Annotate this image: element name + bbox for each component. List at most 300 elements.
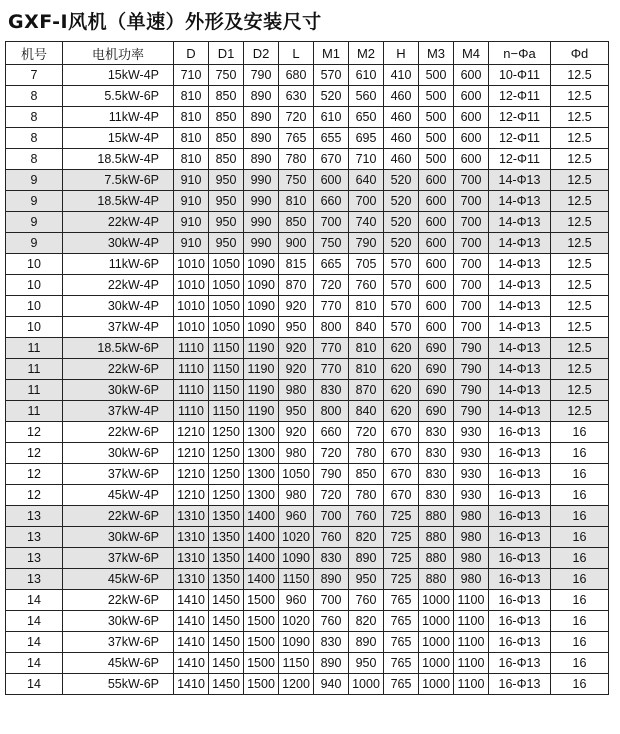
table-cell: 810 (349, 338, 384, 359)
table-cell: 765 (384, 674, 419, 695)
table-cell: 725 (384, 548, 419, 569)
table-cell: 570 (384, 254, 419, 275)
table-row (6, 275, 609, 296)
table-cell: 1150 (209, 338, 244, 359)
table-cell: 1150 (209, 401, 244, 422)
table-cell: 16-Φ13 (489, 485, 551, 506)
table-cell: 12.5 (551, 275, 609, 296)
table-cell: 14-Φ13 (489, 275, 551, 296)
col-header-d1: D1 (209, 42, 244, 65)
table-cell: 790 (454, 359, 489, 380)
table-cell: 12 (6, 485, 63, 506)
table-cell: 16 (551, 527, 609, 548)
table-cell: 830 (419, 443, 454, 464)
table-cell: 500 (419, 149, 454, 170)
table-cell: 850 (279, 212, 314, 233)
table-cell: 12.5 (551, 128, 609, 149)
table-cell: 16 (551, 569, 609, 590)
table-cell: 790 (244, 65, 279, 86)
table-cell: 710 (174, 65, 209, 86)
table-cell: 37kW-6P (63, 548, 174, 569)
table-cell: 460 (384, 86, 419, 107)
table-cell: 570 (384, 296, 419, 317)
col-header-d: D (174, 42, 209, 65)
table-body (6, 65, 609, 695)
table-cell: 740 (349, 212, 384, 233)
table-cell: 460 (384, 128, 419, 149)
table-cell: 765 (384, 632, 419, 653)
table-cell: 770 (314, 338, 349, 359)
table-cell: 680 (279, 65, 314, 86)
table-cell: 890 (314, 569, 349, 590)
table-cell: 16-Φ13 (489, 674, 551, 695)
table-cell: 700 (314, 506, 349, 527)
table-cell: 890 (244, 149, 279, 170)
table-cell: 16 (551, 548, 609, 569)
table-cell: 930 (454, 422, 489, 443)
col-header-m2: M2 (349, 42, 384, 65)
table-cell: 1110 (174, 359, 209, 380)
table-cell: 1050 (209, 275, 244, 296)
table-row (6, 653, 609, 674)
table-cell: 460 (384, 107, 419, 128)
table-row (6, 128, 609, 149)
table-cell: 1250 (209, 443, 244, 464)
table-cell: 11 (6, 359, 63, 380)
table-row (6, 254, 609, 275)
table-cell: 1350 (209, 569, 244, 590)
table-cell: 10 (6, 275, 63, 296)
table-cell: 830 (314, 380, 349, 401)
table-cell: 950 (209, 170, 244, 191)
table-cell: 810 (174, 107, 209, 128)
table-cell: 13 (6, 527, 63, 548)
table-cell: 600 (454, 86, 489, 107)
table-cell: 665 (314, 254, 349, 275)
table-cell: 13 (6, 506, 63, 527)
table-cell: 8 (6, 128, 63, 149)
table-cell: 1100 (454, 611, 489, 632)
table-cell: 810 (279, 191, 314, 212)
table-cell: 850 (209, 149, 244, 170)
table-cell: 1300 (244, 443, 279, 464)
table-cell: 14 (6, 590, 63, 611)
table-cell: 950 (279, 401, 314, 422)
table-cell: 1350 (209, 506, 244, 527)
table-row (6, 380, 609, 401)
table-cell: 980 (279, 380, 314, 401)
table-cell: 1000 (419, 632, 454, 653)
table-cell: 700 (314, 212, 349, 233)
table-cell: 950 (349, 569, 384, 590)
table-cell: 990 (244, 233, 279, 254)
table-cell: 410 (384, 65, 419, 86)
table-cell: 760 (349, 506, 384, 527)
table-row (6, 422, 609, 443)
table-cell: 12-Φ11 (489, 149, 551, 170)
table-cell: 725 (384, 527, 419, 548)
table-cell: 1410 (174, 632, 209, 653)
table-cell: 22kW-6P (63, 422, 174, 443)
table-cell: 12.5 (551, 254, 609, 275)
table-cell: 9 (6, 170, 63, 191)
table-cell: 890 (349, 632, 384, 653)
table-row (6, 401, 609, 422)
table-cell: 11kW-6P (63, 254, 174, 275)
table-cell: 1410 (174, 611, 209, 632)
table-cell: 10 (6, 317, 63, 338)
table-cell: 890 (314, 653, 349, 674)
table-cell: 1300 (244, 464, 279, 485)
table-cell: 820 (349, 527, 384, 548)
table-cell: 830 (419, 464, 454, 485)
table-cell: 8 (6, 107, 63, 128)
table-cell: 12.5 (551, 338, 609, 359)
table-cell: 765 (279, 128, 314, 149)
table-cell: 670 (384, 443, 419, 464)
table-cell: 1090 (244, 275, 279, 296)
table-cell: 620 (384, 401, 419, 422)
table-cell: 11 (6, 401, 63, 422)
table-cell: 950 (209, 233, 244, 254)
table-cell: 1350 (209, 548, 244, 569)
table-row (6, 569, 609, 590)
table-cell: 910 (174, 233, 209, 254)
table-cell: 16-Φ13 (489, 653, 551, 674)
col-header-model-no: 机号 (6, 42, 63, 65)
table-cell: 1410 (174, 653, 209, 674)
table-cell: 12.5 (551, 149, 609, 170)
table-cell: 500 (419, 65, 454, 86)
table-cell: 16-Φ13 (489, 527, 551, 548)
table-cell: 700 (454, 296, 489, 317)
table-cell: 830 (419, 485, 454, 506)
table-cell: 570 (384, 317, 419, 338)
table-cell: 760 (349, 590, 384, 611)
table-cell: 1000 (419, 590, 454, 611)
table-cell: 1150 (279, 653, 314, 674)
table-cell: 720 (314, 485, 349, 506)
table-cell: 14-Φ13 (489, 380, 551, 401)
table-cell: 1210 (174, 443, 209, 464)
table-cell: 520 (384, 170, 419, 191)
table-cell: 30kW-4P (63, 296, 174, 317)
table-cell: 700 (454, 233, 489, 254)
table-cell: 12-Φ11 (489, 86, 551, 107)
table-cell: 9 (6, 212, 63, 233)
table-cell: 800 (314, 401, 349, 422)
table-cell: 5.5kW-6P (63, 86, 174, 107)
table-cell: 980 (454, 569, 489, 590)
table-cell: 1410 (174, 674, 209, 695)
table-cell: 1210 (174, 422, 209, 443)
table-cell: 30kW-6P (63, 443, 174, 464)
table-cell: 695 (349, 128, 384, 149)
table-cell: 1150 (209, 359, 244, 380)
table-cell: 9 (6, 233, 63, 254)
table-cell: 14-Φ13 (489, 191, 551, 212)
table-cell: 7.5kW-6P (63, 170, 174, 191)
table-cell: 30kW-6P (63, 527, 174, 548)
table-cell: 1450 (209, 632, 244, 653)
table-cell: 950 (279, 317, 314, 338)
table-cell: 710 (349, 149, 384, 170)
table-cell: 600 (419, 275, 454, 296)
table-cell: 960 (279, 506, 314, 527)
table-cell: 1210 (174, 464, 209, 485)
table-cell: 610 (349, 65, 384, 86)
table-cell: 700 (349, 191, 384, 212)
table-row (6, 65, 609, 86)
table-cell: 820 (349, 611, 384, 632)
table-cell: 12.5 (551, 296, 609, 317)
table-cell: 30kW-4P (63, 233, 174, 254)
table-cell: 1450 (209, 653, 244, 674)
table-cell: 700 (454, 170, 489, 191)
table-cell: 780 (279, 149, 314, 170)
table-cell: 8 (6, 86, 63, 107)
table-cell: 12-Φ11 (489, 128, 551, 149)
table-cell: 15kW-4P (63, 65, 174, 86)
table-cell: 22kW-6P (63, 590, 174, 611)
table-cell: 12.5 (551, 65, 609, 86)
table-row (6, 506, 609, 527)
table-cell: 22kW-6P (63, 506, 174, 527)
table-cell: 1500 (244, 611, 279, 632)
table-cell: 810 (349, 296, 384, 317)
table-cell: 37kW-6P (63, 632, 174, 653)
table-cell: 650 (349, 107, 384, 128)
table-cell: 12.5 (551, 212, 609, 233)
table-cell: 1200 (279, 674, 314, 695)
table-cell: 1250 (209, 464, 244, 485)
table-cell: 37kW-4P (63, 317, 174, 338)
table-cell: 16-Φ13 (489, 632, 551, 653)
table-cell: 765 (384, 611, 419, 632)
table-cell: 9 (6, 191, 63, 212)
table-cell: 16 (551, 443, 609, 464)
table-cell: 1000 (349, 674, 384, 695)
table-cell: 1020 (279, 527, 314, 548)
table-cell: 790 (454, 401, 489, 422)
table-cell: 12.5 (551, 86, 609, 107)
table-cell: 14 (6, 611, 63, 632)
table-row (6, 443, 609, 464)
table-cell: 880 (419, 548, 454, 569)
table-cell: 670 (384, 422, 419, 443)
table-cell: 1050 (209, 296, 244, 317)
table-cell: 1190 (244, 401, 279, 422)
col-header-motor-power: 电机功率 (63, 42, 174, 65)
table-row (6, 359, 609, 380)
table-cell: 990 (244, 212, 279, 233)
table-cell: 720 (349, 422, 384, 443)
table-cell: 22kW-4P (63, 212, 174, 233)
table-cell: 790 (349, 233, 384, 254)
table-cell: 700 (454, 254, 489, 275)
table-cell: 12.5 (551, 107, 609, 128)
table-cell: 1050 (209, 254, 244, 275)
table-cell: 620 (384, 338, 419, 359)
table-cell: 630 (279, 86, 314, 107)
table-cell: 16-Φ13 (489, 443, 551, 464)
table-cell: 600 (454, 128, 489, 149)
table-cell: 12.5 (551, 191, 609, 212)
col-header-phi-d: Φd (551, 42, 609, 65)
table-cell: 1400 (244, 506, 279, 527)
table-cell: 14-Φ13 (489, 254, 551, 275)
table-row (6, 674, 609, 695)
table-cell: 18.5kW-4P (63, 191, 174, 212)
table-cell: 1190 (244, 359, 279, 380)
table-cell: 790 (314, 464, 349, 485)
table-cell: 520 (314, 86, 349, 107)
table-cell: 45kW-4P (63, 485, 174, 506)
table-cell: 700 (454, 275, 489, 296)
table-cell: 1250 (209, 422, 244, 443)
table-cell: 12.5 (551, 233, 609, 254)
table-cell: 1400 (244, 569, 279, 590)
table-cell: 16 (551, 464, 609, 485)
table-cell: 980 (454, 506, 489, 527)
col-header-d2: D2 (244, 42, 279, 65)
table-cell: 640 (349, 170, 384, 191)
table-cell: 690 (419, 380, 454, 401)
table-cell: 16 (551, 632, 609, 653)
table-cell: 14-Φ13 (489, 359, 551, 380)
table-cell: 660 (314, 191, 349, 212)
table-cell: 1190 (244, 380, 279, 401)
table-cell: 760 (314, 611, 349, 632)
table-cell: 1310 (174, 527, 209, 548)
table-cell: 1300 (244, 485, 279, 506)
table-cell: 10 (6, 296, 63, 317)
table-row (6, 527, 609, 548)
table-cell: 12.5 (551, 359, 609, 380)
table-cell: 55kW-6P (63, 674, 174, 695)
col-header-m3: M3 (419, 42, 454, 65)
table-cell: 1400 (244, 548, 279, 569)
table-cell: 720 (279, 107, 314, 128)
table-cell: 655 (314, 128, 349, 149)
table-cell: 1090 (279, 548, 314, 569)
table-cell: 1110 (174, 380, 209, 401)
table-cell: 810 (174, 86, 209, 107)
table-cell: 620 (384, 359, 419, 380)
table-cell: 12.5 (551, 317, 609, 338)
table-cell: 850 (209, 128, 244, 149)
table-cell: 22kW-6P (63, 359, 174, 380)
table-cell: 1010 (174, 317, 209, 338)
table-cell: 18.5kW-4P (63, 149, 174, 170)
table-cell: 1400 (244, 527, 279, 548)
table-cell: 1310 (174, 548, 209, 569)
table-cell: 890 (244, 107, 279, 128)
table-cell: 16-Φ13 (489, 422, 551, 443)
table-cell: 1000 (419, 653, 454, 674)
table-cell: 16-Φ13 (489, 569, 551, 590)
table-cell: 980 (454, 527, 489, 548)
table-cell: 810 (174, 128, 209, 149)
table-cell: 765 (384, 590, 419, 611)
table-row (6, 107, 609, 128)
table-cell: 850 (349, 464, 384, 485)
table-cell: 14-Φ13 (489, 170, 551, 191)
table-cell: 45kW-6P (63, 569, 174, 590)
table-cell: 765 (384, 653, 419, 674)
table-row (6, 233, 609, 254)
table-cell: 725 (384, 569, 419, 590)
table-cell: 790 (454, 380, 489, 401)
table-row (6, 611, 609, 632)
table-cell: 930 (454, 485, 489, 506)
table-cell: 660 (314, 422, 349, 443)
table-cell: 720 (314, 275, 349, 296)
col-header-m1: M1 (314, 42, 349, 65)
table-cell: 810 (349, 359, 384, 380)
table-cell: 780 (349, 443, 384, 464)
table-row (6, 212, 609, 233)
table-cell: 600 (419, 233, 454, 254)
table-cell: 705 (349, 254, 384, 275)
table-cell: 500 (419, 128, 454, 149)
table-cell: 800 (314, 317, 349, 338)
table-cell: 930 (454, 464, 489, 485)
table-cell: 14 (6, 632, 63, 653)
table-row (6, 317, 609, 338)
table-cell: 12 (6, 422, 63, 443)
table-cell: 750 (279, 170, 314, 191)
table-row (6, 485, 609, 506)
table-cell: 12.5 (551, 170, 609, 191)
col-header-holes: n−Φa (489, 42, 551, 65)
table-cell: 12.5 (551, 380, 609, 401)
table-cell: 690 (419, 338, 454, 359)
table-cell: 14-Φ13 (489, 212, 551, 233)
table-cell: 1010 (174, 275, 209, 296)
table-cell: 14-Φ13 (489, 233, 551, 254)
col-header-l: L (279, 42, 314, 65)
table-cell: 1500 (244, 590, 279, 611)
table-cell: 1300 (244, 422, 279, 443)
table-cell: 12-Φ11 (489, 107, 551, 128)
table-cell: 11kW-4P (63, 107, 174, 128)
table-cell: 830 (419, 422, 454, 443)
table-cell: 10 (6, 254, 63, 275)
table-cell: 16-Φ13 (489, 590, 551, 611)
table-cell: 1150 (209, 380, 244, 401)
table-cell: 1000 (419, 674, 454, 695)
table-cell: 600 (419, 212, 454, 233)
table-cell: 840 (349, 317, 384, 338)
table-cell: 700 (454, 191, 489, 212)
table-cell: 1050 (279, 464, 314, 485)
table-cell: 1010 (174, 254, 209, 275)
table-cell: 1190 (244, 338, 279, 359)
table-cell: 990 (244, 170, 279, 191)
table-cell: 600 (419, 296, 454, 317)
fan-dimension-table (5, 41, 609, 695)
table-cell: 750 (209, 65, 244, 86)
table-cell: 22kW-4P (63, 275, 174, 296)
table-cell: 600 (454, 107, 489, 128)
table-cell: 14-Φ13 (489, 296, 551, 317)
table-row (6, 632, 609, 653)
table-cell: 670 (384, 464, 419, 485)
table-cell: 830 (314, 632, 349, 653)
table-cell: 910 (174, 212, 209, 233)
table-cell: 1100 (454, 590, 489, 611)
